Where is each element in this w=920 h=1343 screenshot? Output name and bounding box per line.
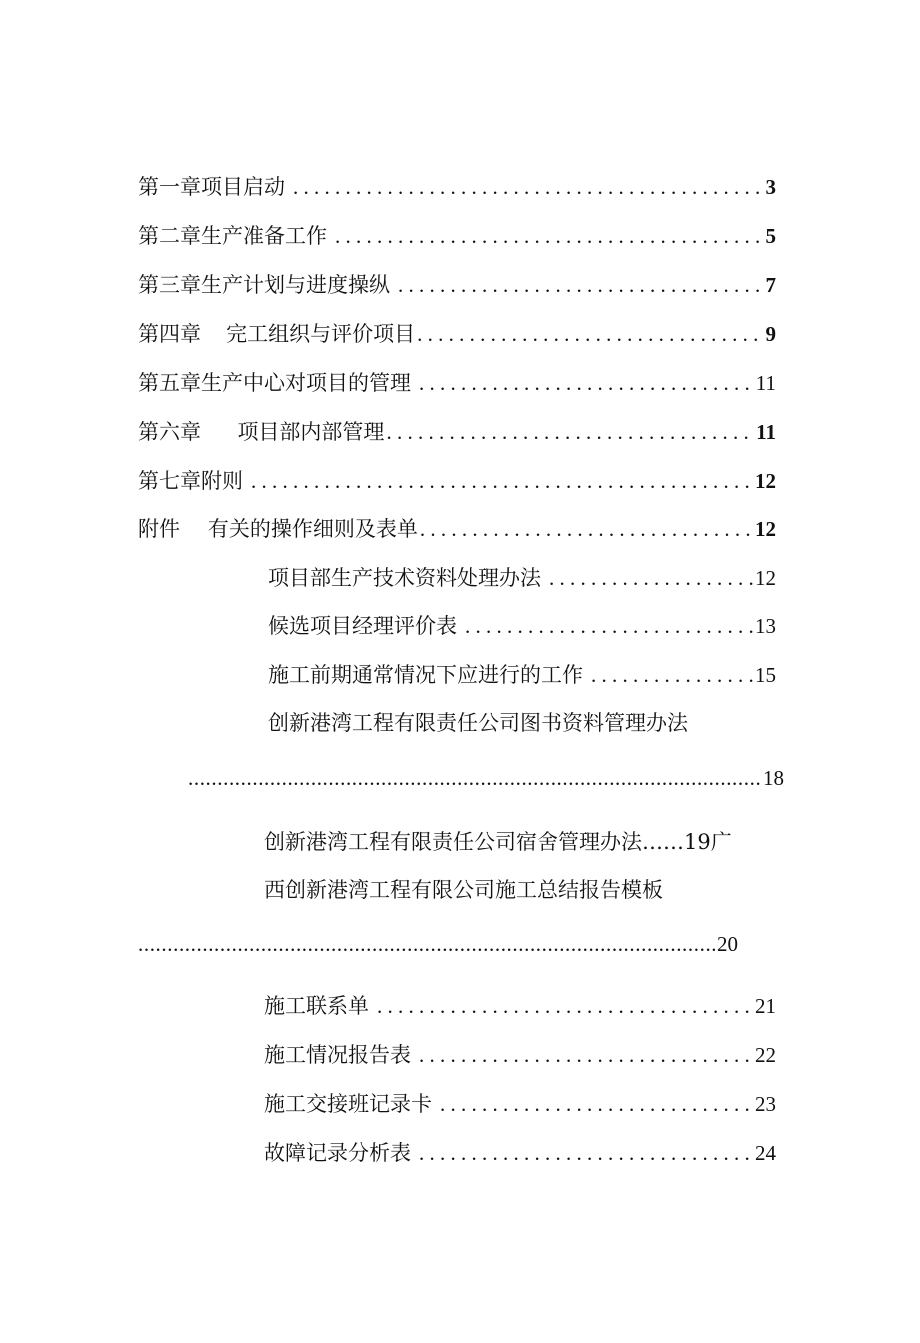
toc-entry-label: 项目部生产技术资料处理办法 [268,566,541,590]
toc-page-number: 11 [756,420,776,444]
toc-entry-chapter-3[interactable] [138,269,776,301]
toc-leader-dots [327,220,764,252]
toc-entry-label-number: 第四章 [138,322,201,346]
toc-page-number: 12 [755,469,776,493]
toc-entry-label-number: 第六章 [138,420,201,444]
toc-entry-label: 第一章项目启动 [138,175,285,199]
toc-entry-sub-7[interactable] [264,990,776,1022]
toc-entry-chapter-2[interactable] [138,220,776,252]
toc-page-number: 3 [765,175,776,199]
toc-page-number: 22 [755,1043,776,1067]
toc-leader-dots [243,465,753,497]
toc-entry-label-number: 附件 [138,517,180,541]
toc-leader-dots [285,171,764,203]
toc-page-number: 11 [755,371,776,395]
toc-page-number: 21 [755,994,776,1018]
toc-entry-sub-3[interactable] [268,659,776,691]
toc-entry-label: 第五章生产中心对项目的管理 [138,371,411,395]
toc-leader-dots [411,1039,753,1071]
toc-page-number: 24 [755,1141,776,1165]
toc-entry-label: 施工前期通常情况下应进行的工作 [268,663,583,687]
toc-entry-label-title: 项目部内部管理 [237,420,385,444]
toc-page-number: 9 [765,322,776,346]
toc-leader-dots [418,513,753,545]
toc-leader-dots [390,269,764,301]
toc-page-number: 12 [755,566,776,590]
toc-entry-label: 故障记录分析表 [264,1141,411,1165]
toc-page-number: 23 [755,1092,776,1116]
toc-entry-sub-4-leader[interactable] [188,762,784,794]
toc-entry-label: 施工联系单 [264,994,369,1018]
toc-entry-label: 第七章附则 [138,469,243,493]
toc-entry-chapter-4[interactable] [138,318,776,350]
toc-leader-dots [432,1088,753,1120]
toc-leader-dots [457,610,753,642]
toc-entry-chapter-5[interactable] [138,367,776,399]
toc-page-number: 13 [755,614,776,638]
toc-entry-label: 第二章生产准备工作 [138,224,327,248]
toc-entry-sub-2[interactable] [268,610,776,642]
toc-leader-dots [415,318,763,350]
toc-entry-appendix[interactable] [138,513,776,545]
toc-entry-sub-5[interactable]: 创新港湾工程有限责任公司宿舍管理办法……19广 [264,830,732,854]
toc-entry-chapter-1[interactable] [138,171,776,203]
toc-entry-label: 施工交接班记录卡 [264,1092,432,1116]
toc-leader-dots [583,659,753,691]
toc-entry-sub-10[interactable] [264,1137,776,1169]
toc-entry-sub-4-label[interactable]: 创新港湾工程有限责任公司图书资料管理办法 [268,711,688,735]
toc-page-number: 12 [755,517,776,541]
toc-page-number: 18 [763,766,784,790]
toc-entry-label: 第三章生产计划与进度操纵 [138,273,390,297]
toc-entry-label: 候选项目经理评价表 [268,614,457,638]
toc-leader-dots [138,928,715,960]
toc-leader-dots [411,367,754,399]
toc-page-number: 15 [755,663,776,687]
toc-entry-sub-9[interactable] [264,1088,776,1120]
toc-entry-sub-6-label[interactable]: 西创新港湾工程有限公司施工总结报告模板 [264,878,663,902]
toc-leader-dots [541,562,753,594]
toc-entry-sub-1[interactable] [268,562,776,594]
toc-page-number: 7 [765,273,776,297]
toc-leader-dots [369,990,753,1022]
toc-entry-sub-6-leader[interactable] [138,928,738,960]
toc-entry-sub-8[interactable] [264,1039,776,1071]
toc-page-number: 20 [717,932,738,956]
toc-leader-dots [411,1137,753,1169]
toc-leader-dots [384,416,754,448]
toc-entry-label: 施工情况报告表 [264,1043,411,1067]
toc-entry-chapter-7[interactable] [138,465,776,497]
toc-entry-label-title: 有关的操作细则及表单 [207,517,418,541]
toc-page-number: 5 [765,224,776,248]
toc-entry-label-title: 完工组织与评价项目 [226,322,416,346]
toc-leader-dots [188,762,761,794]
toc-entry-chapter-6[interactable] [138,416,776,448]
